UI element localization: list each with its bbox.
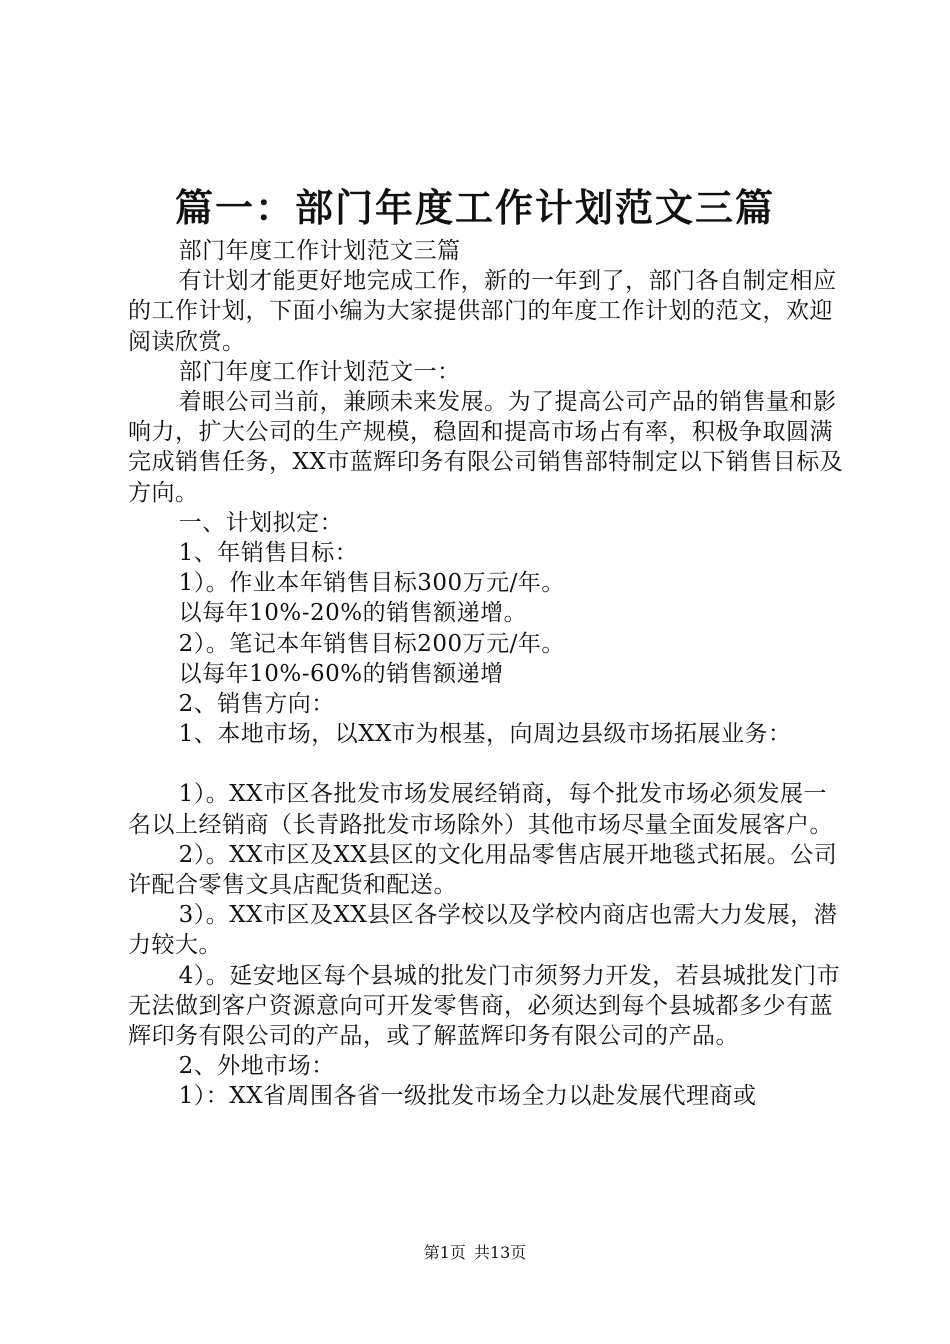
document-title: 篇一：部门年度工作计划范文三篇 bbox=[174, 185, 775, 230]
page-number: 第1页 bbox=[423, 1243, 466, 1262]
paragraph: 1）：XX省周围各省一级批发市场全力以赴发展代理商或 bbox=[178, 1083, 757, 1110]
paragraph: 2）。XX市区及XX县区的文化用品零售店展开地毯式拓展。公司许配合零售文具店配货和配送。 bbox=[128, 841, 838, 899]
page-total: 共13页 bbox=[473, 1243, 527, 1262]
paragraph: 有计划才能更好地完成工作，新的一年到了，部门各自制定相应的工作计划，下面小编为大家提供部门的年度工作计划的范文，欢迎阅读欣赏。 bbox=[128, 268, 837, 355]
paragraph: 4）。延安地区每个县城的批发门市须努力开发，若县城批发门市无法做到客户资源意向可开发零售商，必须达到每个县城都多少有蓝辉印务有限公司的产品，或了解蓝辉印务有限公司的产品。 bbox=[128, 962, 841, 1050]
page-footer bbox=[0, 1242, 950, 1264]
paragraph: 1、年销售目标： bbox=[178, 540, 359, 567]
document-body bbox=[128, 236, 848, 1112]
paragraph: 以每年10%-60%的销售额递增 bbox=[178, 660, 504, 687]
paragraph: 2、外地市场： bbox=[178, 1053, 335, 1080]
paragraph: 1、本地市场，以XX市为根基，向周边县级市场拓展业务： bbox=[178, 721, 792, 748]
paragraph: 1）。XX市区各批发市场发展经销商，每个批发市场必须发展一名以上经销商（长青路批发市场除外）其他市场尽量全面发展客户。 bbox=[128, 781, 833, 838]
paragraph: 以每年10%-20%的销售额递增。 bbox=[178, 600, 528, 627]
paragraph: 2、销售方向： bbox=[178, 691, 335, 718]
paragraph: 一、计划拟定： bbox=[178, 509, 344, 536]
paragraph: 3）。XX市区及XX县区各学校以及学校内商店也需大力发展，潜力较大。 bbox=[128, 902, 838, 959]
paragraph: 部门年度工作计划范文三篇 bbox=[178, 238, 461, 264]
paragraph: 1）。作业本年销售目标300万元/年。 bbox=[178, 570, 565, 597]
paragraph: 2）。笔记本年销售目标200万元/年。 bbox=[178, 630, 565, 657]
paragraph: 着眼公司当前，兼顾未来发展。为了提高公司产品的销售量和影响力，扩大公司的生产规模，稳固和提高市场占有率，积极争取圆满完成销售任务，XX市蓝辉印务有限公司销售部特制定以下销售目标及方向。 bbox=[128, 389, 844, 506]
paragraph: 部门年度工作计划范文一： bbox=[178, 358, 461, 385]
